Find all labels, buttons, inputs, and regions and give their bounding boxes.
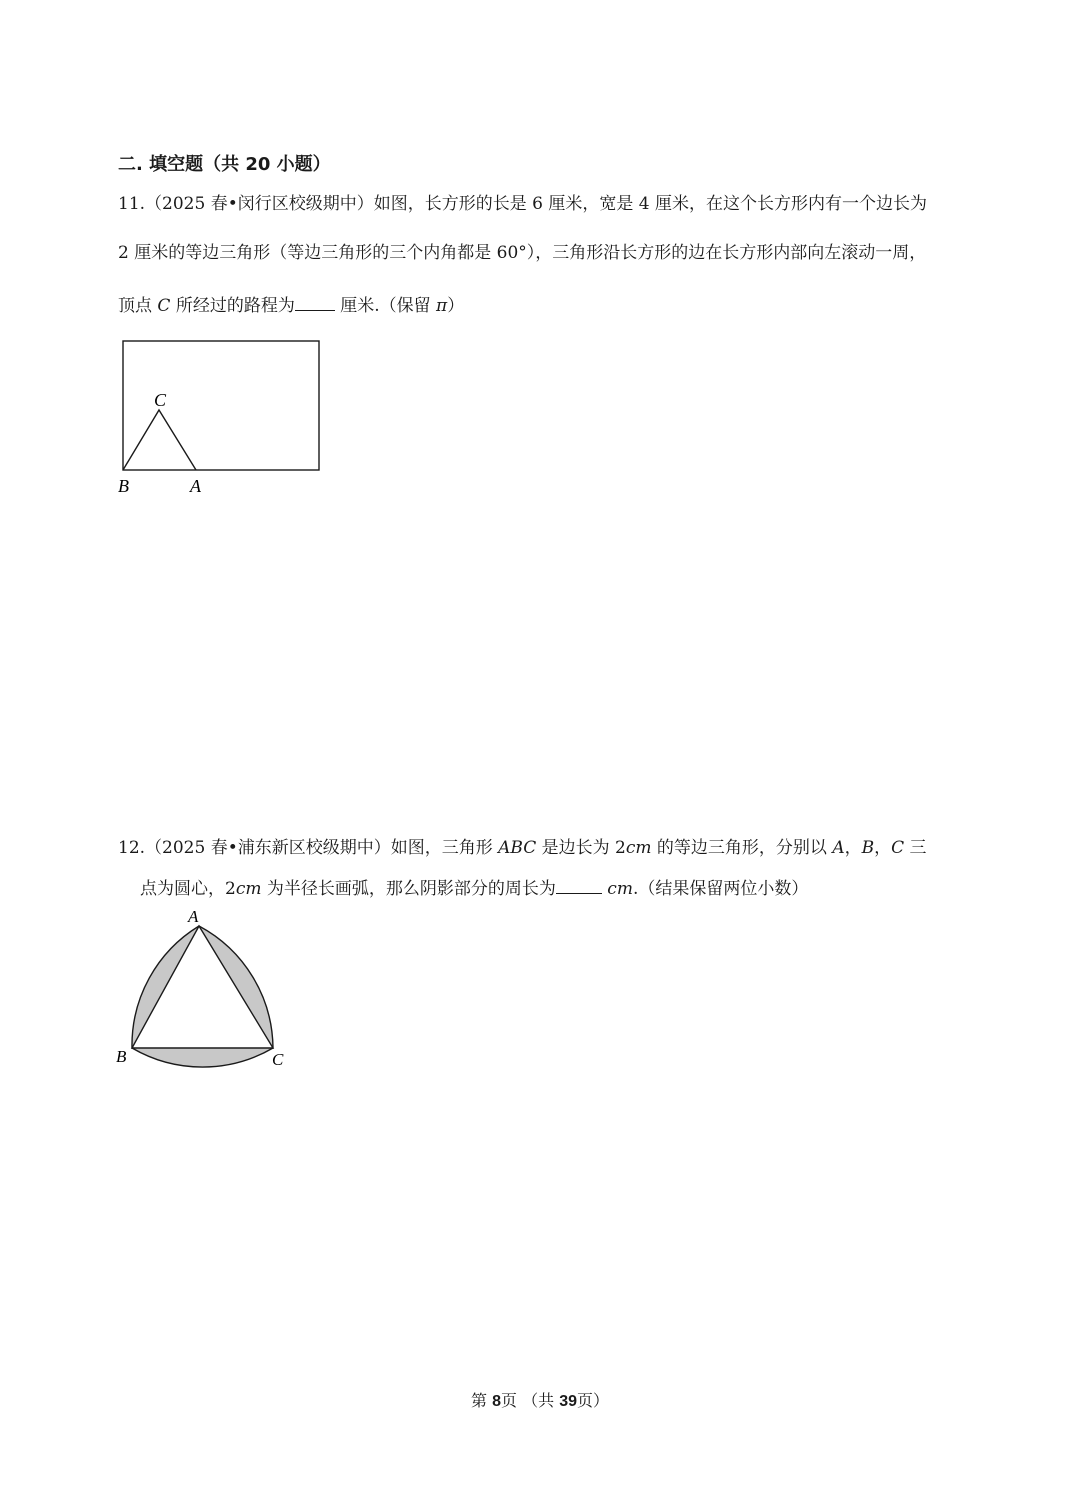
section-title: 二. 填空题（共 20 小题） [118,154,331,175]
footer-mid: 页 （共 [501,1391,560,1410]
q12-sep-2: ， [874,838,892,858]
q11-label-b: B [118,476,129,496]
q12-label-a: A [188,907,199,926]
q11-label-a: A [190,476,201,496]
q12-sep-1: ， [844,838,862,858]
q12-unit-cm-2: cm [235,879,262,899]
q12-var-abc: ABC [498,838,537,858]
q12-text-2b: 为半径长画弧，那么阴影部分的周长为 [261,879,556,899]
q11-number: 11. [118,194,146,214]
q12-label-b: B [116,1047,127,1066]
q12-text-1c: 的等边三角形，分别以 [651,838,833,858]
q11-text-3d: ） [447,296,465,316]
q11-line2: 2 厘米的等边三角形（等边三角形的三个内角都是 60°），三角形沿长方形的边在长方形内部向左滚动一周， [118,243,927,263]
q11-text-1: 如图，长方形的长是 6 厘米，宽是 4 厘米，在这个长方形内有一个边长为 [373,194,927,214]
q12-unit-cm-3: cm [607,879,633,899]
q12-var-c: C [891,838,905,858]
q11-line3 [118,294,464,318]
q11-source: （2025 春•闵行区校级期中） [145,194,374,214]
q11-pi: π [436,296,448,316]
q12-text-2c: .（结果保留两位小数） [632,879,809,899]
q11-var-c: C [157,296,171,316]
q11-figure [110,332,340,502]
q12-answer-blank[interactable] [556,877,602,894]
q12-figure [110,904,300,1074]
q11-text-3c: 厘米.（保留 [334,296,437,316]
q12-text-1b: 是边长为 2 [536,838,626,858]
footer-prefix: 第 [471,1391,493,1410]
q12-line1 [118,836,927,860]
footer-page-number: 8 [492,1393,501,1410]
q11-line1 [118,192,927,216]
q12-unit-cm-1: cm [625,838,652,858]
footer-suffix: 页） [576,1391,609,1410]
q12-var-b: B [861,838,875,858]
q11-label-c: C [154,390,167,410]
q11-answer-blank[interactable] [295,294,335,311]
q12-line2 [140,877,808,901]
q12-label-c: C [272,1050,284,1069]
page-footer [0,1388,1080,1411]
q12-var-a: A [832,838,845,858]
q12-number: 12. [118,838,146,858]
q11-rectangle [123,341,319,470]
q11-text-3a: 顶点 [118,296,158,316]
q11-text-3b: 所经过的路程为 [170,296,295,316]
q12-text-1d: 三 [904,838,927,858]
q12-text-1a: 如图，三角形 [390,838,499,858]
q12-source: （2025 春•浦东新区校级期中） [145,838,391,858]
q11-triangle [123,410,196,470]
q12-text-2a: 点为圆心，2 [140,879,236,899]
footer-total-pages: 39 [559,1393,577,1410]
